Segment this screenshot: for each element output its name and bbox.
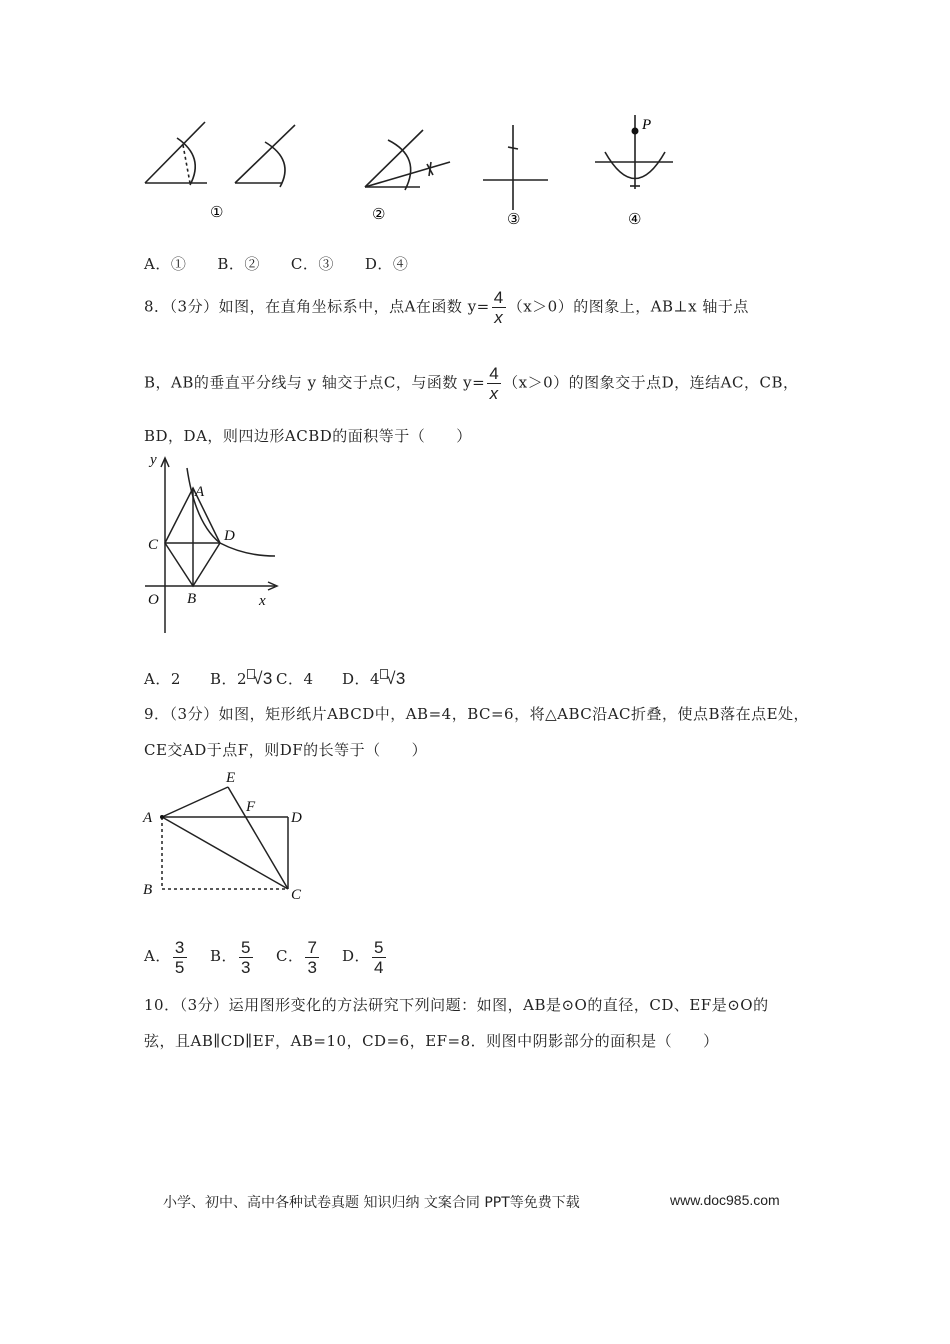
q9-option-a-frac	[173, 938, 187, 977]
q7-options: A．① B．② C．③ D．④	[144, 255, 409, 273]
q9-figure	[140, 765, 315, 905]
q8-line1-text-a: 8．（3分）如图，在直角坐标系中，点A在函数 y=	[144, 297, 490, 316]
q8-option-d	[342, 669, 406, 689]
rect-point-e: E	[226, 770, 236, 786]
q9-option-d-letter: D．	[342, 947, 371, 965]
frac-num: 7	[307, 937, 318, 957]
q8-option-b-text: B．2	[210, 670, 248, 688]
frac-den: 3	[307, 957, 318, 977]
q8-line1-text-b: （x＞0）的图象上，AB⊥x 轴于点	[507, 297, 749, 316]
q10-line1: 10．（3分）运用图形变化的方法研究下列问题：如图，AB是⊙O的直径，CD、EF是⊙O的	[144, 996, 769, 1014]
frac-den: 3	[241, 957, 251, 977]
q8-line2-text-b: （x＞0）的图象交于点D，连结AC，CB，	[503, 373, 799, 392]
axis-x-label: x	[259, 593, 266, 609]
frac-num: 5	[241, 937, 251, 957]
q9-option-b-frac	[239, 938, 253, 977]
q9-options	[144, 936, 388, 976]
q8-line2-text-a: B，AB的垂直平分线与 y 轴交于点C，与函数 y=	[144, 373, 486, 392]
q8-figure	[140, 448, 300, 638]
radicand: 3	[395, 669, 406, 688]
frac-num: 4	[493, 288, 504, 307]
label-fig3: ③	[507, 212, 521, 228]
fraction-4-over-x-2	[487, 364, 501, 403]
q9-option-d-frac	[372, 938, 386, 977]
footer-url[interactable]: www.doc985.com	[670, 1192, 780, 1208]
q10-line2: 弦，且AB∥CD∥EF，AB=10，CD=6，EF=8．则图中阴影部分的面积是（ ）	[144, 1032, 719, 1050]
q8-line1	[144, 288, 749, 327]
construction-figures	[130, 105, 690, 235]
origin-label: O	[148, 592, 159, 608]
rect-point-c: C	[291, 887, 302, 903]
q8-option-a: A．2	[144, 670, 181, 688]
label-p: P	[642, 117, 652, 133]
q9-option-c-letter: C．	[276, 947, 304, 965]
radicand: 3	[262, 669, 273, 688]
point-c-label: C	[148, 537, 159, 553]
q9-line1: 9．（3分）如图，矩形纸片ABCD中，AB=4，BC=6，将△ABC沿AC折叠，使点B落在点E处，	[144, 705, 810, 723]
q9-option-b	[210, 936, 276, 977]
q8-line2	[144, 364, 799, 403]
frac-den: x	[489, 384, 499, 403]
label-fig2: ②	[372, 207, 386, 223]
q9-line2: CE交AD于点F，则DF的长等于（ ）	[144, 741, 428, 759]
rect-point-a: A	[143, 810, 153, 826]
q9-option-a-letter: A．	[144, 947, 171, 965]
axis-y-label: y	[150, 452, 157, 468]
root-index-box	[247, 669, 255, 679]
rect-point-d: D	[291, 810, 302, 826]
q9-option-c	[276, 936, 342, 977]
frac-num: 3	[174, 937, 185, 957]
point-d-label: D	[224, 528, 235, 544]
point-b-label: B	[187, 591, 197, 607]
root-index-box	[380, 669, 388, 679]
label-fig1: ①	[210, 205, 224, 221]
q8-options	[144, 669, 406, 689]
frac-den: 4	[374, 957, 384, 977]
q9-option-b-letter: B．	[210, 947, 238, 965]
fraction-4-over-x	[492, 288, 506, 327]
q9-option-d	[342, 936, 388, 977]
frac-num: 5	[374, 937, 384, 957]
rect-point-f: F	[246, 799, 256, 815]
q9-option-c-frac	[305, 938, 319, 977]
point-a-label: A	[195, 484, 205, 500]
q8-line3: BD，DA，则四边形ACBD的面积等于（ ）	[144, 427, 472, 445]
q9-option-a	[144, 936, 210, 977]
q8-option-d-text: D．4	[342, 670, 381, 688]
frac-den: x	[494, 308, 504, 327]
cube-root-3: √3	[247, 669, 273, 688]
point-p	[632, 128, 639, 135]
frac-num: 4	[489, 364, 500, 383]
footer-text: 小学、初中、高中各种试卷真题 知识归纳 文案合同 PPT等免费下载	[163, 1195, 580, 1211]
rect-point-b: B	[143, 882, 153, 898]
label-fig4: ④	[628, 212, 642, 228]
q8-option-b	[210, 669, 276, 689]
frac-den: 5	[174, 957, 185, 977]
cube-root-3-d: √3	[380, 669, 406, 688]
q8-option-c: C．4	[276, 670, 314, 688]
